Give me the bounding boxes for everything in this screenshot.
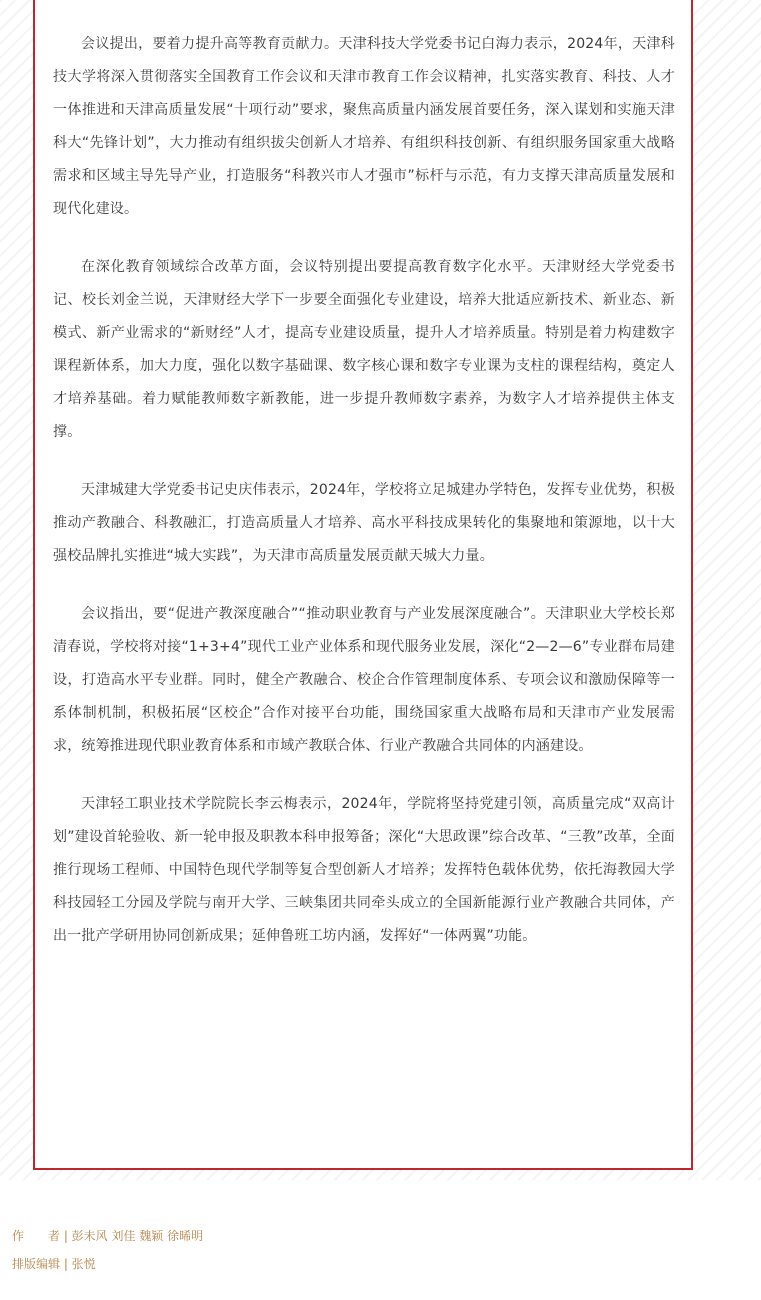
article-paragraph-1: 会议提出，要着力提升高等教育贡献力。天津科技大学党委书记白海力表示，2024年，天津科技大学将深入贯彻落实全国教育工作会议和天津市教育工作会议精神，扎实落实教育、科技、人才一体推进和天津高质量发展“十项行动”要求，聚焦高质量内涵发展首要任务，深入谋划和实施天津科大“先锋计划”，大力推动有组织拔尖创新人才培养、有组织科技创新、有组织服务国家重大战略需求和区域主导先导产业，打造服务“科教兴市人才强市”标杆与示范，有力支撑天津高质量发展和现代化建设。 — [53, 36, 675, 217]
article-content-box — [33, 0, 693, 1170]
article-paragraph-2: 在深化教育领域综合改革方面，会议特别提出要提高教育数字化水平。天津财经大学党委书记、校长刘金兰说，天津财经大学下一步要全面强化专业建设，培养大批适应新技术、新业态、新模式、新产业需求的“新财经”人才，提高专业建设质量，提升人才培养质量。特别是着力构建数字课程新体系，加大力度，强化以数字基础课、数字核心课和数字专业课为支柱的课程结构，奠定人才培养基础。着力赋能教师数字新教能，进一步提升教师数字素养，为数字人才培养提供主体支撑。 — [53, 259, 675, 440]
editor-credit: 排版编辑 | 张悦 — [12, 1257, 96, 1271]
author-credit: 作 者 | 彭未风 刘佳 魏颖 徐晞明 — [12, 1229, 204, 1243]
article-paragraph-3: 天津城建大学党委书记史庆伟表示，2024年，学校将立足城建办学特色，发挥专业优势，积极推动产教融合、科教融汇，打造高质量人才培养、高水平科技成果转化的集聚地和策源地，以十大强校品牌扎实推进“城大实践”，为天津市高质量发展贡献天城大力量。 — [53, 482, 675, 564]
article-paragraph-5: 天津轻工职业技术学院院长李云梅表示，2024年，学院将坚持党建引领，高质量完成“双高计划”建设首轮验收、新一轮申报及职教本科申报筹备；深化“大思政课”综合改革、“三教”改革，全面推行现场工程师、中国特色现代学制等复合型创新人才培养；发挥特色载体优势，依托海教园大学科技园轻工分园及学院与南开大学、三峡集团共同牵头成立的全国新能源行业产教融合共同体，产出一批产学研用协同创新成果；延伸鲁班工坊内涵，发挥好“一体两翼”功能。 — [53, 796, 675, 944]
article-credits — [12, 1222, 203, 1278]
article-paragraph-4: 会议指出，要“促进产教深度融合”“推动职业教育与产业发展深度融合”。天津职业大学校长郑清春说，学校将对接“1+3+4”现代工业产业体系和现代服务业发展，深化“2—2—6”专业群布局建设，打造高水平专业群。同时，健全产教融合、校企合作管理制度体系、专项会议和激励保障等一系体制机制，积极拓展“区校企”合作对接平台功能，围绕国家重大战略布局和天津市产业发展需求，统筹推进现代职业教育体系和市域产教联合体、行业产教融合共同体的内涵建设。 — [53, 606, 675, 754]
